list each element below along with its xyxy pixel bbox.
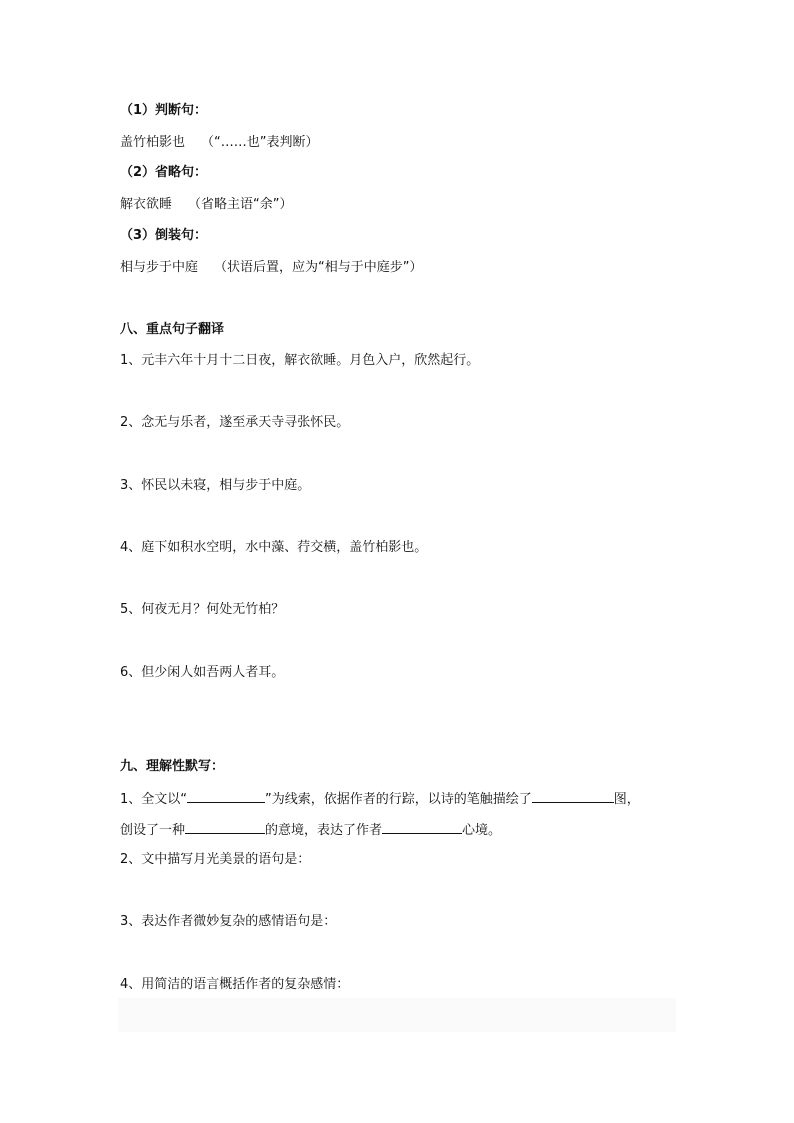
- omission-note: （省略主语“余”）: [188, 197, 293, 212]
- inversion-example: [120, 259, 423, 277]
- translation-item-5: 5、何夜无月？何处无竹柏？: [120, 602, 285, 617]
- translation-item-3: 3、怀民以未寝，相与步于中庭。: [120, 478, 311, 493]
- omission-sentence: 解衣欲睡: [120, 197, 173, 212]
- dictation-q1-line2: [120, 820, 501, 840]
- judgment-sentence: 盖竹柏影也: [120, 135, 186, 150]
- translation-item-2: 2、念无与乐者，遂至承天寺寻张怀民。: [120, 415, 350, 430]
- dictation-q2: 2、文中描写月光美景的语句是：: [120, 852, 311, 867]
- q1-part-3: 图，: [613, 792, 640, 807]
- translation-heading: 八、重点句子翻译: [120, 322, 225, 337]
- omission-title: （2）省略句：: [120, 165, 208, 180]
- omission-example: [120, 196, 293, 214]
- q1-blank-clue[interactable]: [187, 789, 265, 803]
- judgment-example: [120, 134, 319, 152]
- dictation-q1-line1: [120, 789, 640, 809]
- q1-part-1: 1、全文以“: [120, 792, 188, 807]
- translation-item-1: 1、元丰六年十月十二日夜，解衣欲睡。月色入户，欣然起行。: [120, 353, 480, 368]
- judgment-note: （“……也”表判断）: [201, 135, 319, 150]
- answer-area[interactable]: [118, 998, 676, 1032]
- q1-part-6: 心境。: [462, 823, 502, 838]
- q1-blank-picture[interactable]: [532, 789, 614, 803]
- q1-part-4: 创设了一种: [120, 823, 186, 838]
- dictation-q4: 4、用简洁的语言概括作者的复杂感情：: [120, 977, 350, 992]
- q1-blank-state-of-mind[interactable]: [382, 820, 462, 834]
- judgment-title: （1）判断句：: [120, 103, 208, 118]
- q1-part-5: 的意境，表达了作者: [265, 823, 383, 838]
- q1-part-2: ”为线索，依据作者的行踪，以诗的笔触描绘了: [265, 792, 532, 807]
- translation-item-6: 6、但少闲人如吾两人者耳。: [120, 665, 285, 680]
- inversion-note: （状语后置，应为“相与于中庭步”）: [214, 260, 423, 275]
- inversion-title: （3）倒装句：: [120, 228, 208, 243]
- q1-blank-mood[interactable]: [185, 820, 265, 834]
- dictation-heading: 九、理解性默写：: [120, 759, 225, 774]
- dictation-q3: 3、表达作者微妙复杂的感情语句是：: [120, 914, 337, 929]
- inversion-sentence: 相与步于中庭: [120, 260, 199, 275]
- translation-item-4: 4、庭下如积水空明，水中藻、荇交横，盖竹柏影也。: [120, 540, 428, 555]
